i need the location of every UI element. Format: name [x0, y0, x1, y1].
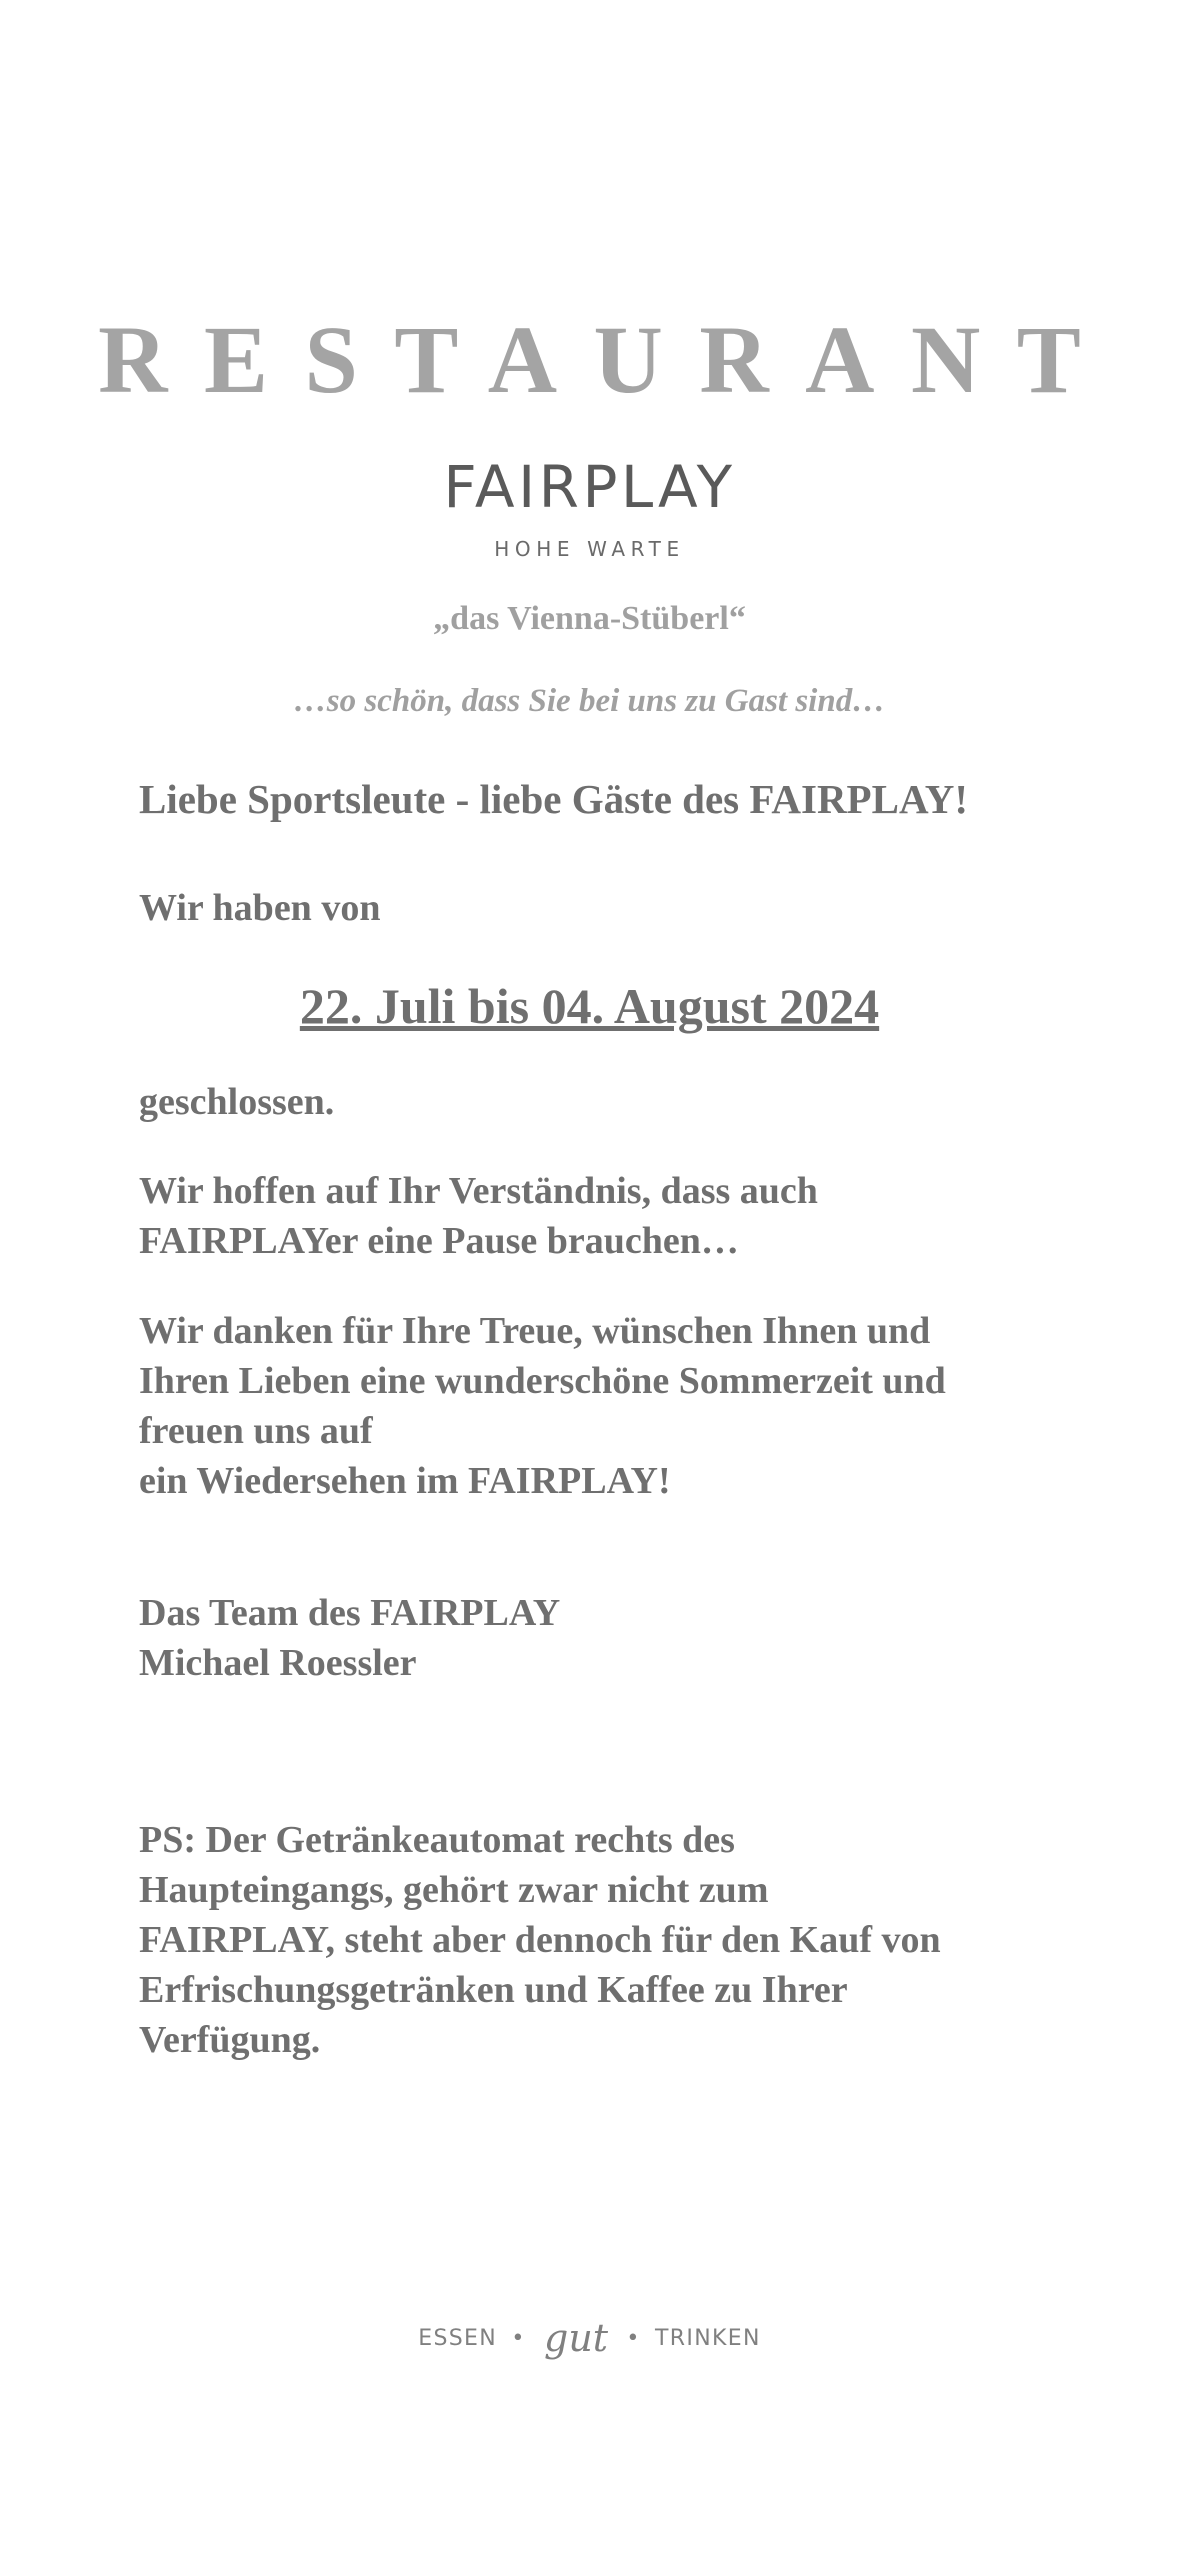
- paragraph-line: Erfrischungsgetränken und Kaffee zu Ihrer: [139, 1969, 848, 2011]
- greeting: Liebe Sportsleute - liebe Gäste des FAIRPLAY!: [139, 776, 969, 822]
- postscript: [139, 1815, 1069, 2065]
- closure-status: geschlossen.: [139, 1081, 335, 1123]
- logo-subtitle: HOHE WARTE: [494, 537, 685, 561]
- paragraph-line: Ihren Lieben eine wunderschöne Sommerzeit und: [139, 1360, 946, 1402]
- paragraph-line: Wir danken für Ihre Treue, wünschen Ihnen und: [139, 1310, 931, 1352]
- thanks-paragraph: [139, 1306, 1069, 1506]
- closure-intro: Wir haben von: [139, 887, 381, 929]
- restaurant-heading: RESTAURANT: [98, 306, 1118, 413]
- closure-dates: 22. Juli bis 04. August 2024: [299, 978, 880, 1034]
- paragraph-line: freuen uns auf: [139, 1410, 373, 1452]
- footer-separator: •: [626, 2326, 641, 2351]
- footer-separator: •: [511, 2326, 526, 2351]
- tagline: …so schön, dass Sie bei uns zu Gast sind…: [293, 683, 886, 719]
- footer-essen: ESSEN: [418, 2326, 498, 2351]
- paragraph-line: FAIRPLAY, steht aber dennoch für den Kauf von: [139, 1919, 941, 1961]
- paragraph-line: Haupteingangs, gehört zwar nicht zum: [139, 1869, 769, 1911]
- understanding-paragraph: [139, 1166, 1069, 1266]
- restaurant-subtitle: „das Vienna-Stüberl“: [433, 600, 746, 637]
- fairplay-logo: FAIRPLAY: [443, 453, 736, 521]
- signature-team: Das Team des FAIRPLAY: [139, 1592, 561, 1634]
- paragraph-line: ein Wiedersehen im FAIRPLAY!: [139, 1460, 671, 1502]
- paragraph-line: PS: Der Getränkeautomat rechts des: [139, 1819, 735, 1861]
- paragraph-line: FAIRPLAYer eine Pause brauchen…: [139, 1220, 739, 1262]
- signature: [139, 1588, 1069, 1688]
- footer-trinken: TRINKEN: [655, 2326, 761, 2351]
- paragraph-line: Verfügung.: [139, 2019, 321, 2061]
- footer-gut: gut: [544, 2316, 609, 2360]
- footer-slogan: [0, 2310, 1179, 2360]
- paragraph-line: Wir hoffen auf Ihr Verständnis, dass auch: [139, 1170, 818, 1212]
- signature-name: Michael Roessler: [139, 1642, 417, 1684]
